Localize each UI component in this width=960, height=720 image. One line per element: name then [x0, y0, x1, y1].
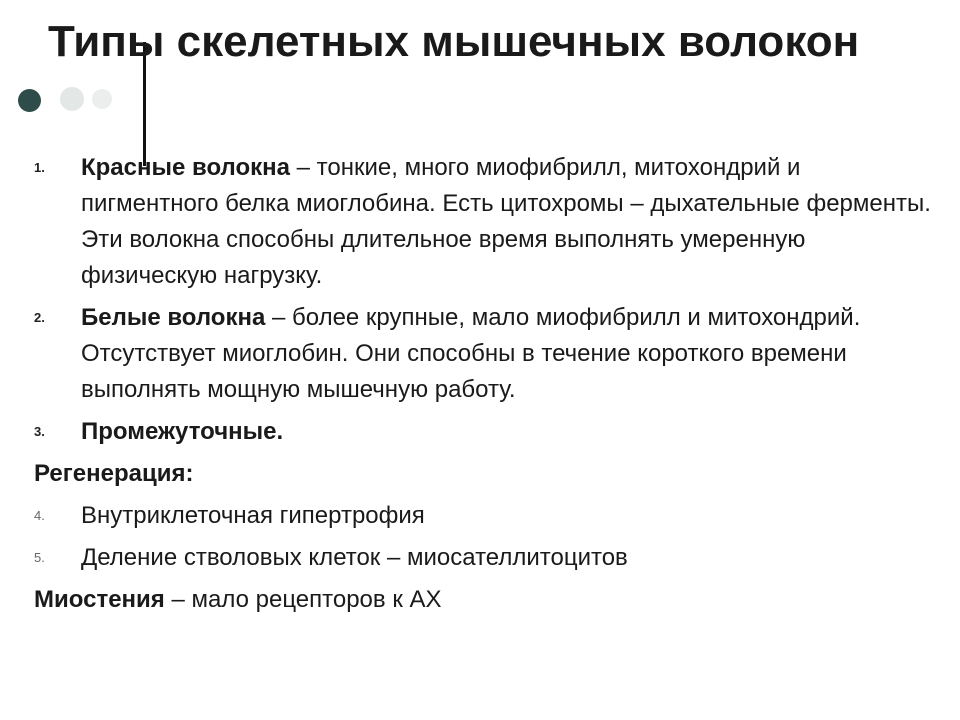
regeneration-heading: [34, 456, 939, 492]
list-term: Белые волокна: [81, 304, 266, 331]
decorative-faded-dot: [60, 87, 84, 111]
list-text: – более крупные, мало миофибрилл и митохондрий. Отсутствует миоглобин. Они способны в течение короткого времени выполнять мощную мышечную работу.: [81, 304, 861, 403]
list-text: Деление стволовых клеток – миосателлитоцитов: [81, 544, 628, 571]
decorative-bullet-dot: [18, 89, 41, 112]
list-term: Красные волокна: [81, 154, 290, 181]
list-text: – тонкие, много миофибрилл, митохондрий и пигментного белка миоглобина. Есть цитохромы – дыхательные ферменты. Эти волокна способны длительное время выполнять умеренную физическую нагрузку.: [81, 154, 931, 289]
list-number: 2.: [34, 310, 45, 325]
list-number: 1.: [34, 160, 45, 175]
list-term: Промежуточные.: [81, 418, 284, 445]
list-text: Внутриклеточная гипертрофия: [81, 502, 425, 529]
slide-title: Типы скелетных мышечных волокон: [48, 17, 860, 66]
list-number: 5.: [34, 550, 45, 565]
myasthenia-term: Миостения: [34, 586, 165, 613]
decorative-faded-dot: [92, 89, 112, 109]
list-item: [34, 300, 939, 408]
myasthenia-line: [34, 582, 939, 618]
list-number: 4.: [34, 508, 45, 523]
list-item: [34, 414, 939, 450]
list-item: [34, 498, 939, 534]
regeneration-heading-text: Регенерация:: [34, 460, 194, 487]
list-item: [34, 150, 939, 294]
list-item: [34, 540, 939, 576]
list-number: 3.: [34, 424, 45, 439]
slide-content: [34, 150, 939, 624]
myasthenia-text: – мало рецепторов к АХ: [164, 586, 442, 613]
